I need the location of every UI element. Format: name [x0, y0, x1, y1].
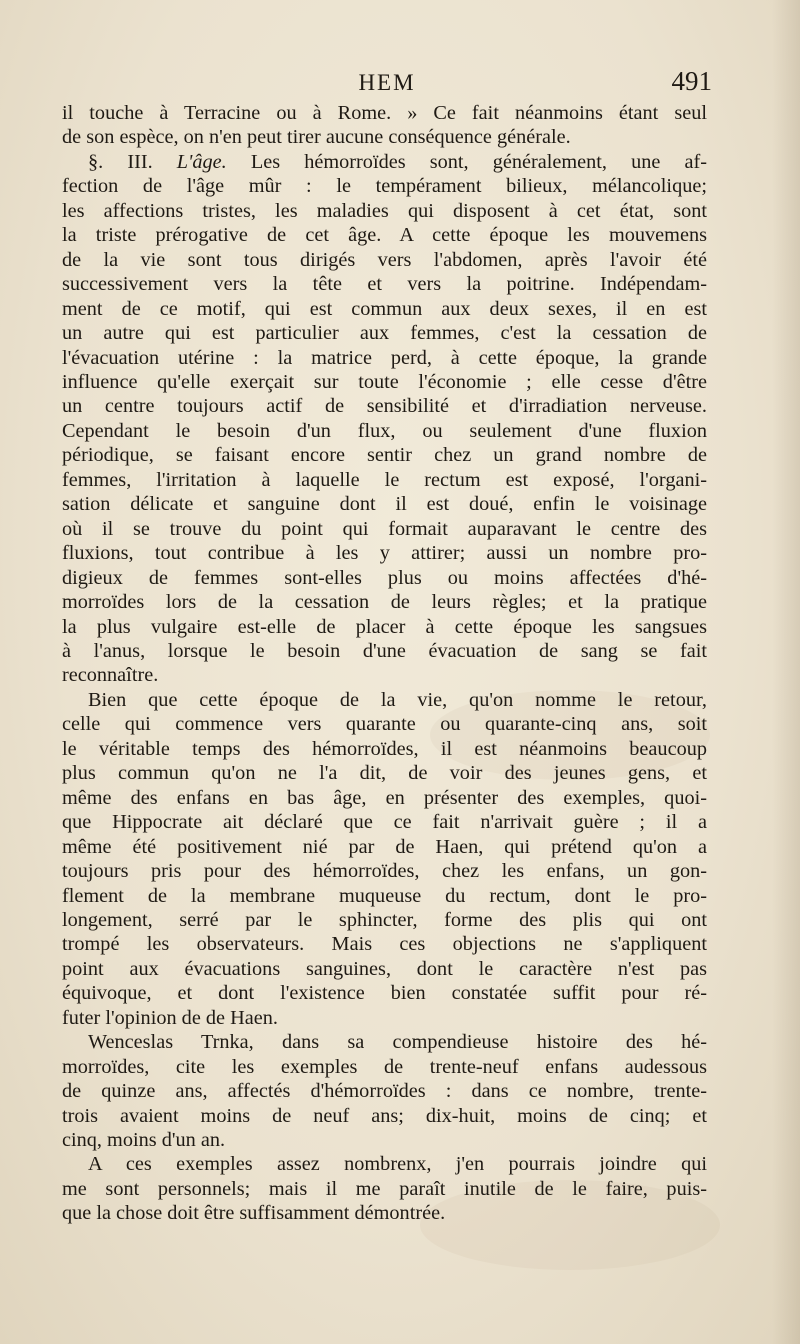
text-line: la triste prérogative de cet âge. A cette époque les mouvemens	[62, 224, 707, 247]
text-line: sation délicate et sanguine dont il est doué, enfin le voisinage	[62, 493, 707, 516]
section-mark: §. III.	[88, 150, 153, 173]
text-line: à l'anus, lorsque le besoin d'une évacuation de sang se fait	[62, 639, 707, 662]
text-line: de la vie sont tous dirigés vers l'abdomen, après l'avoir été	[62, 248, 707, 271]
text-line: que Hippocrate ait déclaré que ce fait n'arrivait guère ; il a	[62, 811, 707, 834]
text-line: trompé les observateurs. Mais ces objections ne s'appliquent	[62, 933, 707, 956]
paragraph	[62, 101, 707, 150]
text-line: un centre toujours actif de sensibilité et d'irradiation nerveuse.	[62, 395, 707, 418]
paragraph	[62, 150, 707, 688]
text-line: où il se trouve du point qui formait auparavant le centre des	[62, 517, 707, 540]
paragraph	[62, 1152, 707, 1225]
text-fragment: Les hémorroïdes sont, généralement, une af-	[250, 150, 707, 173]
text-line: digieux de femmes sont-elles plus ou moins affectées d'hé-	[62, 566, 707, 589]
text-line: influence qu'elle exerçait sur toute l'économie ; elle cesse d'être	[62, 370, 707, 393]
text-line: de quinze ans, affectés d'hémorroïdes : dans ce nombre, trente-	[62, 1080, 707, 1103]
text-line: Wenceslas Trnka, dans sa compendieuse histoire des hé-	[88, 1031, 707, 1054]
text-line: fection de l'âge mûr : le tempérament bilieux, mélancolique;	[62, 175, 707, 198]
text-line: plus commun qu'on ne l'a dit, de voir des jeunes gens, et	[62, 762, 707, 785]
text-line: reconnaître.	[62, 664, 159, 687]
text-line: point aux évacuations sanguines, dont le caractère n'est pas	[62, 957, 707, 980]
text-line: cinq, moins d'un an.	[62, 1129, 226, 1152]
page-edge-shadow	[772, 0, 800, 1344]
text-line: me sont personnels; mais il me paraît inutile de le faire, puis-	[62, 1177, 707, 1200]
text-line: ment de ce motif, qui est commun aux deux sexes, il en est	[62, 297, 707, 320]
text-line: de son espèce, on n'en peut tirer aucune conséquence générale.	[62, 126, 571, 149]
text-line: toujours pris pour des hémorroïdes, chez les enfans, un gon-	[62, 860, 707, 883]
page-number: 491	[671, 66, 712, 96]
text-line: périodique, se faisant encore sentir chez un grand nombre de	[62, 444, 707, 467]
text-line: femmes, l'irritation à laquelle le rectum est exposé, l'organi-	[62, 468, 707, 491]
text-line: flement de la membrane muqueuse du rectum, dont le pro-	[62, 884, 707, 907]
text-line: équivoque, et dont l'existence bien constatée suffit pour ré-	[62, 982, 707, 1005]
text-line: celle qui commence vers quarante ou quarante-cinq ans, soit	[62, 713, 707, 736]
paragraph	[62, 688, 707, 1030]
text-line: successivement vers la tête et vers la poitrine. Indépendam-	[62, 273, 707, 296]
body-text	[62, 101, 707, 1226]
text-line: Cependant le besoin d'un flux, ou seulement d'une fluxion	[62, 419, 707, 442]
section-title: L'âge.	[176, 150, 227, 173]
text-line: fluxions, tout contribue à les y attirer; aussi un nombre pro-	[62, 542, 707, 565]
text-line: le véritable temps des hémorroïdes, il est néanmoins beaucoup	[62, 737, 707, 760]
text-line: que la chose doit être suffisamment démontrée.	[62, 1202, 446, 1225]
text-line: la plus vulgaire est-elle de placer à cette époque les sangsues	[62, 615, 707, 638]
text-line: longement, serré par le sphincter, forme des plis qui ont	[62, 908, 707, 931]
text-line: morroïdes lors de la cessation de leurs règles; et la pratique	[62, 591, 707, 614]
text-line: morroïdes, cite les exemples de trente-neuf enfans audessous	[62, 1055, 707, 1078]
text-line: futer l'opinion de de Haen.	[62, 1006, 278, 1029]
text-line: les affections tristes, les maladies qui disposent à cet état, sont	[62, 199, 707, 222]
text-line	[62, 150, 707, 174]
paragraph	[62, 1030, 707, 1152]
page-header	[62, 66, 712, 100]
text-line: un autre qui est particulier aux femmes, c'est la cessation de	[62, 322, 707, 345]
text-line: l'évacuation utérine : la matrice perd, à cette époque, la grande	[62, 346, 707, 369]
text-line: trois avaient moins de neuf ans; dix-huit, moins de cinq; et	[62, 1104, 707, 1127]
text-line: A ces exemples assez nombrenx, j'en pourrais joindre qui	[88, 1153, 707, 1176]
running-head: HEM	[358, 70, 416, 95]
text-line: Bien que cette époque de la vie, qu'on nomme le retour,	[88, 688, 707, 711]
text-line: même été positivement nié par de Haen, qui prétend qu'on a	[62, 835, 707, 858]
text-line: il touche à Terracine ou à Rome. » Ce fait néanmoins étant seul	[62, 102, 707, 124]
text-line: même des enfans en bas âge, en présenter des exemples, quoi-	[62, 786, 707, 809]
